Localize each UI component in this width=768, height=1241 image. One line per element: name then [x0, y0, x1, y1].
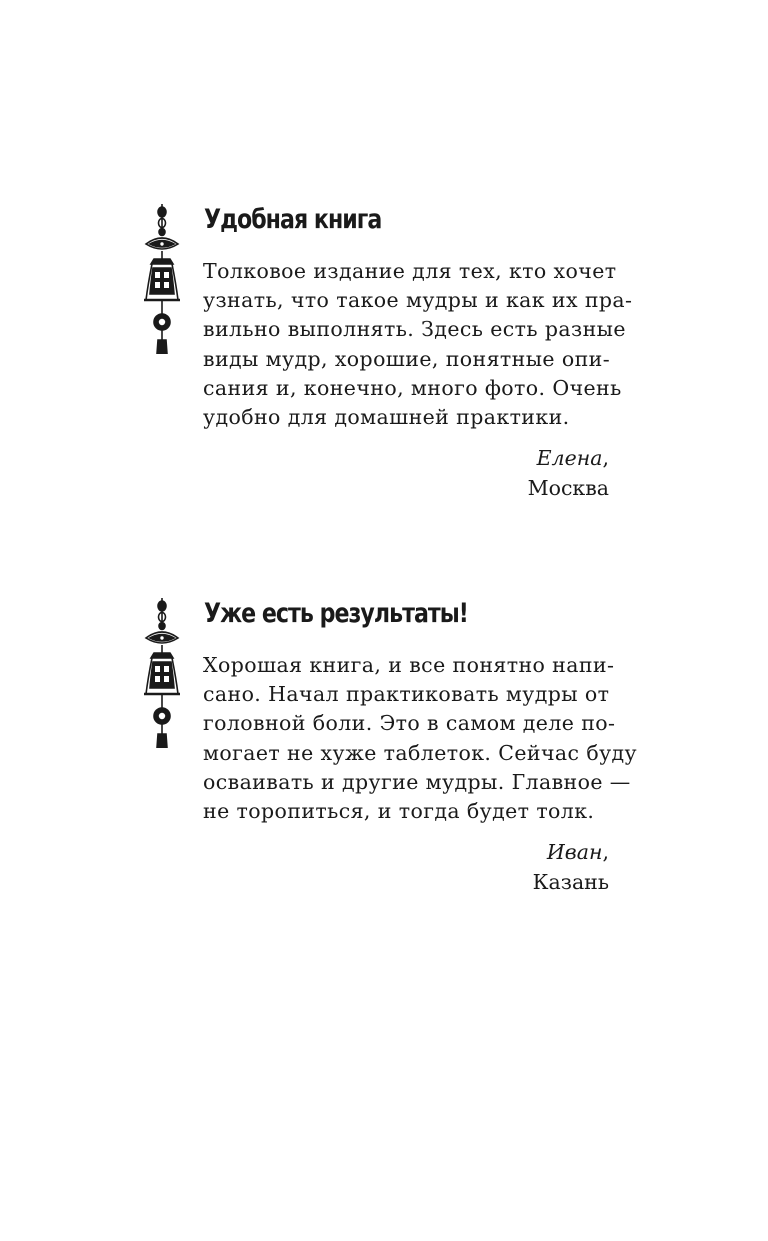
review-text-line: головной боли. Это в самом деле по-: [203, 711, 616, 736]
review-signature: [533, 837, 609, 897]
hanging-bell-charm-icon: [140, 204, 184, 354]
review-text-line: не торопиться, и тогда будет толк.: [203, 798, 595, 823]
review-text-line: сано. Начал практиковать мудры от: [203, 682, 610, 707]
author-city: Москва: [527, 476, 609, 500]
signature-comma: ,: [602, 446, 609, 470]
review-title: Уже есть результаты!: [204, 598, 468, 629]
review-text-line: узнать, что такое мудры и как их пра-: [203, 288, 633, 313]
review-text-line: сания и, конечно, много фото. Очень: [203, 375, 622, 400]
author-name: Иван: [546, 840, 603, 864]
author-city: Казань: [532, 870, 609, 894]
review-text: [203, 257, 633, 432]
review-title: Удобная книга: [204, 204, 382, 235]
review-text: [203, 651, 638, 826]
review-text-line: осваивать и другие мудры. Главное —: [203, 769, 631, 794]
review-text-line: удобно для домашней практики.: [203, 404, 570, 429]
author-name: Елена: [536, 446, 603, 470]
review-text-line: Толковое издание для тех, кто хочет: [203, 259, 617, 283]
review-text-line: Хорошая книга, и все понятно напи-: [203, 653, 615, 677]
signature-comma: ,: [602, 840, 609, 864]
review-text-line: могает не хуже таблеток. Сейчас буду: [203, 740, 638, 765]
hanging-bell-charm-icon: [140, 598, 184, 748]
review-text-line: вильно выполнять. Здесь есть разные: [203, 317, 626, 342]
review-text-line: виды мудр, хорошие, понятные опи-: [203, 346, 611, 371]
review-signature: [528, 443, 609, 503]
